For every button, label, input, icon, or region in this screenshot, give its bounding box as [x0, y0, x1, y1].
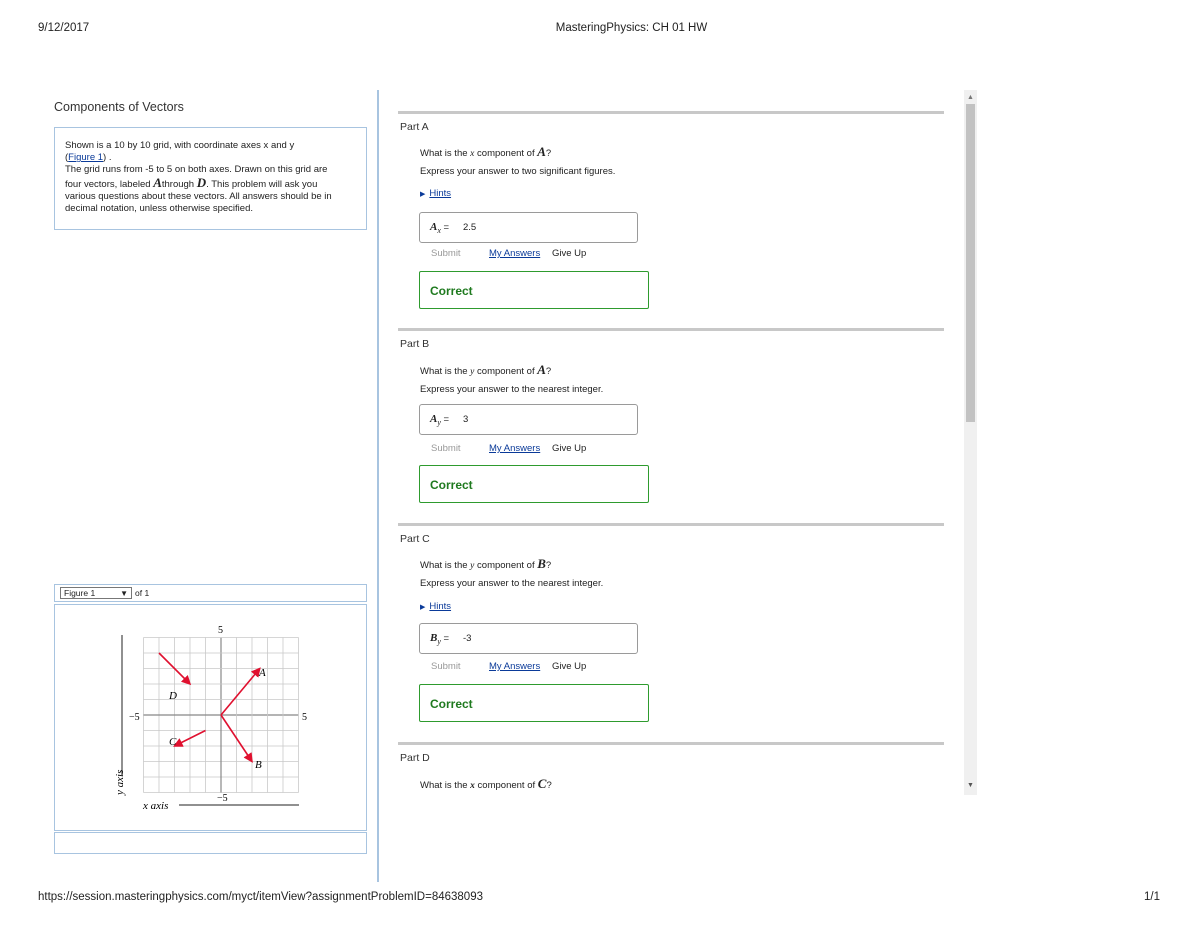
- part-d-vector: C: [537, 776, 547, 791]
- part-c-answer-var: [430, 632, 449, 646]
- part-a-separator: [398, 111, 944, 114]
- part-a-answer-var: [430, 221, 449, 235]
- part-b-q-post: ?: [545, 366, 552, 377]
- part-b-result: [419, 465, 649, 503]
- vector-d-symbol: D: [196, 174, 207, 190]
- intro-line-1: Shown is a 10 by 10 grid, with coordinate axes x and y: [65, 140, 295, 151]
- problem-title: Components of Vectors: [54, 100, 184, 114]
- y-axis-label: y axis: [114, 769, 126, 795]
- part-b-sub: y: [437, 417, 441, 427]
- expand-triangle-icon: ▶: [420, 191, 426, 198]
- part-d-label: Part D: [400, 752, 430, 764]
- part-b-question: [420, 362, 551, 378]
- part-d-q-mid: component of: [474, 780, 538, 791]
- intro-line-3a: four vectors, labeled: [65, 178, 151, 190]
- part-b-answer-field[interactable]: [419, 404, 638, 435]
- figure-count: of 1: [135, 588, 150, 598]
- part-a-result-text: Correct: [430, 284, 473, 298]
- part-d-question: [420, 776, 552, 792]
- chevron-down-icon: ▼: [120, 589, 128, 598]
- part-c-q-post: ?: [545, 560, 552, 571]
- part-d-q-post: ?: [546, 780, 552, 791]
- part-a-hints[interactable]: [420, 188, 451, 199]
- part-a-vector: A: [537, 144, 546, 159]
- part-a-my-answers-link[interactable]: My Answers: [489, 248, 541, 259]
- part-c-give-up-button[interactable]: Give Up: [552, 661, 587, 672]
- scrollbar-thumb[interactable]: [966, 104, 975, 422]
- part-b-component: y: [470, 367, 475, 377]
- x-axis-label: x axis: [143, 800, 169, 812]
- part-a-component: x: [470, 149, 475, 159]
- part-c-q-mid: component of: [474, 560, 538, 571]
- intro-paren-end: ) .: [103, 152, 112, 164]
- part-c-result: [419, 684, 649, 722]
- part-b-label: Part B: [400, 338, 430, 350]
- part-c-eq: =: [443, 633, 450, 644]
- problem-intro: [65, 140, 365, 215]
- label-vector-b: B: [255, 759, 262, 771]
- part-b-submit-button[interactable]: Submit: [431, 443, 461, 454]
- part-a-q-mid: component of: [474, 148, 538, 159]
- part-b-separator: [398, 328, 944, 331]
- vector-grid-figure: [55, 605, 366, 830]
- part-b-give-up-button[interactable]: Give Up: [552, 443, 587, 454]
- figure-panel: [54, 604, 367, 831]
- part-a-result: [419, 271, 649, 309]
- vector-a-symbol: A: [153, 174, 162, 190]
- print-page-number: 1/1: [1144, 891, 1160, 903]
- intro-line-3b: through: [161, 178, 195, 190]
- print-title: MasteringPhysics: CH 01 HW: [555, 22, 708, 34]
- part-b-vector: A: [537, 362, 546, 377]
- intro-line-3c: . This problem will ask you: [206, 178, 318, 190]
- part-a-eq: =: [443, 222, 450, 233]
- print-date: 9/12/2017: [38, 22, 90, 34]
- part-d-component: x: [470, 781, 475, 791]
- part-c-answer-value: -3: [463, 633, 472, 644]
- part-a-buttons: [431, 248, 587, 259]
- figure-footer: [54, 832, 367, 854]
- figure-select-value: Figure 1: [64, 588, 96, 598]
- part-a-instruction: Express your answer to two significant figures.: [420, 166, 616, 177]
- part-c-q-pre: What is the: [420, 560, 471, 571]
- part-b-instruction: Express your answer to the nearest integer.: [420, 384, 604, 395]
- part-c-var: B: [430, 632, 438, 644]
- print-url: https://session.masteringphysics.com/myct/itemView?assignmentProblemID=84638093: [38, 891, 483, 903]
- part-c-component: y: [470, 561, 475, 571]
- part-c-result-text: Correct: [430, 697, 473, 711]
- part-b-answer-var: [430, 413, 449, 427]
- part-b-buttons: [431, 443, 587, 454]
- part-c-label: Part C: [400, 533, 430, 545]
- tick-right: 5: [302, 712, 307, 723]
- part-a-label: Part A: [400, 121, 429, 133]
- figure-select[interactable]: [60, 587, 132, 599]
- problem-intro-box: [54, 127, 367, 230]
- part-c-separator: [398, 523, 944, 526]
- part-a-hints-label: Hints: [429, 188, 452, 199]
- scrollbar[interactable]: [964, 90, 977, 795]
- part-d-q-pre: What is the: [420, 780, 471, 791]
- part-c-vector: B: [537, 556, 546, 571]
- intro-line-2: The grid runs from -5 to 5 on both axes. Drawn on this grid are: [65, 164, 328, 176]
- part-b-var: A: [430, 413, 438, 425]
- part-c-buttons: [431, 661, 587, 672]
- tick-top: 5: [218, 625, 223, 636]
- part-a-question: [420, 144, 551, 160]
- intro-paren: (: [65, 152, 69, 164]
- intro-line-5: decimal notation, unless otherwise specified.: [65, 203, 253, 215]
- part-c-hints-label: Hints: [429, 601, 452, 612]
- expand-triangle-icon: ▶: [420, 604, 426, 611]
- part-b-answer-value: 3: [463, 414, 469, 425]
- scroll-up-icon[interactable]: ▲: [967, 94, 974, 101]
- part-b-q-pre: What is the: [420, 366, 471, 377]
- part-a-q-post: ?: [545, 148, 552, 159]
- part-a-submit-button[interactable]: Submit: [431, 248, 461, 259]
- part-c-instruction: Express your answer to the nearest integer.: [420, 578, 604, 589]
- part-a-give-up-button[interactable]: Give Up: [552, 248, 587, 259]
- part-d-separator: [398, 742, 944, 745]
- part-a-answer-value: 2.5: [463, 222, 477, 233]
- part-a-answer-field[interactable]: [419, 212, 638, 243]
- intro-line-4: various questions about these vectors. All answers should be in: [65, 190, 332, 202]
- label-vector-d: D: [169, 690, 177, 702]
- figure-link[interactable]: Figure 1: [68, 152, 104, 164]
- part-c-answer-field[interactable]: [419, 623, 638, 654]
- part-b-result-text: Correct: [430, 478, 473, 492]
- label-vector-a: A: [259, 667, 266, 679]
- vector-a-arrow: [221, 669, 260, 716]
- part-b-eq: =: [443, 414, 450, 425]
- tick-bottom: −5: [217, 793, 228, 804]
- part-c-sub: y: [437, 636, 441, 646]
- label-vector-c: C: [169, 736, 177, 748]
- panel-divider: [377, 90, 379, 882]
- tick-left: −5: [129, 712, 140, 723]
- part-b-q-mid: component of: [474, 366, 538, 377]
- scroll-down-icon[interactable]: ▼: [967, 782, 974, 789]
- part-a-var: A: [430, 221, 438, 233]
- part-c-hints[interactable]: [420, 601, 451, 612]
- part-a-sub: x: [437, 225, 441, 235]
- part-c-question: [420, 556, 551, 572]
- part-c-submit-button[interactable]: Submit: [431, 661, 461, 672]
- part-c-my-answers-link[interactable]: My Answers: [489, 661, 541, 672]
- part-b-my-answers-link[interactable]: My Answers: [489, 443, 541, 454]
- part-a-q-pre: What is the: [420, 148, 471, 159]
- figure-toolbar: [54, 584, 367, 602]
